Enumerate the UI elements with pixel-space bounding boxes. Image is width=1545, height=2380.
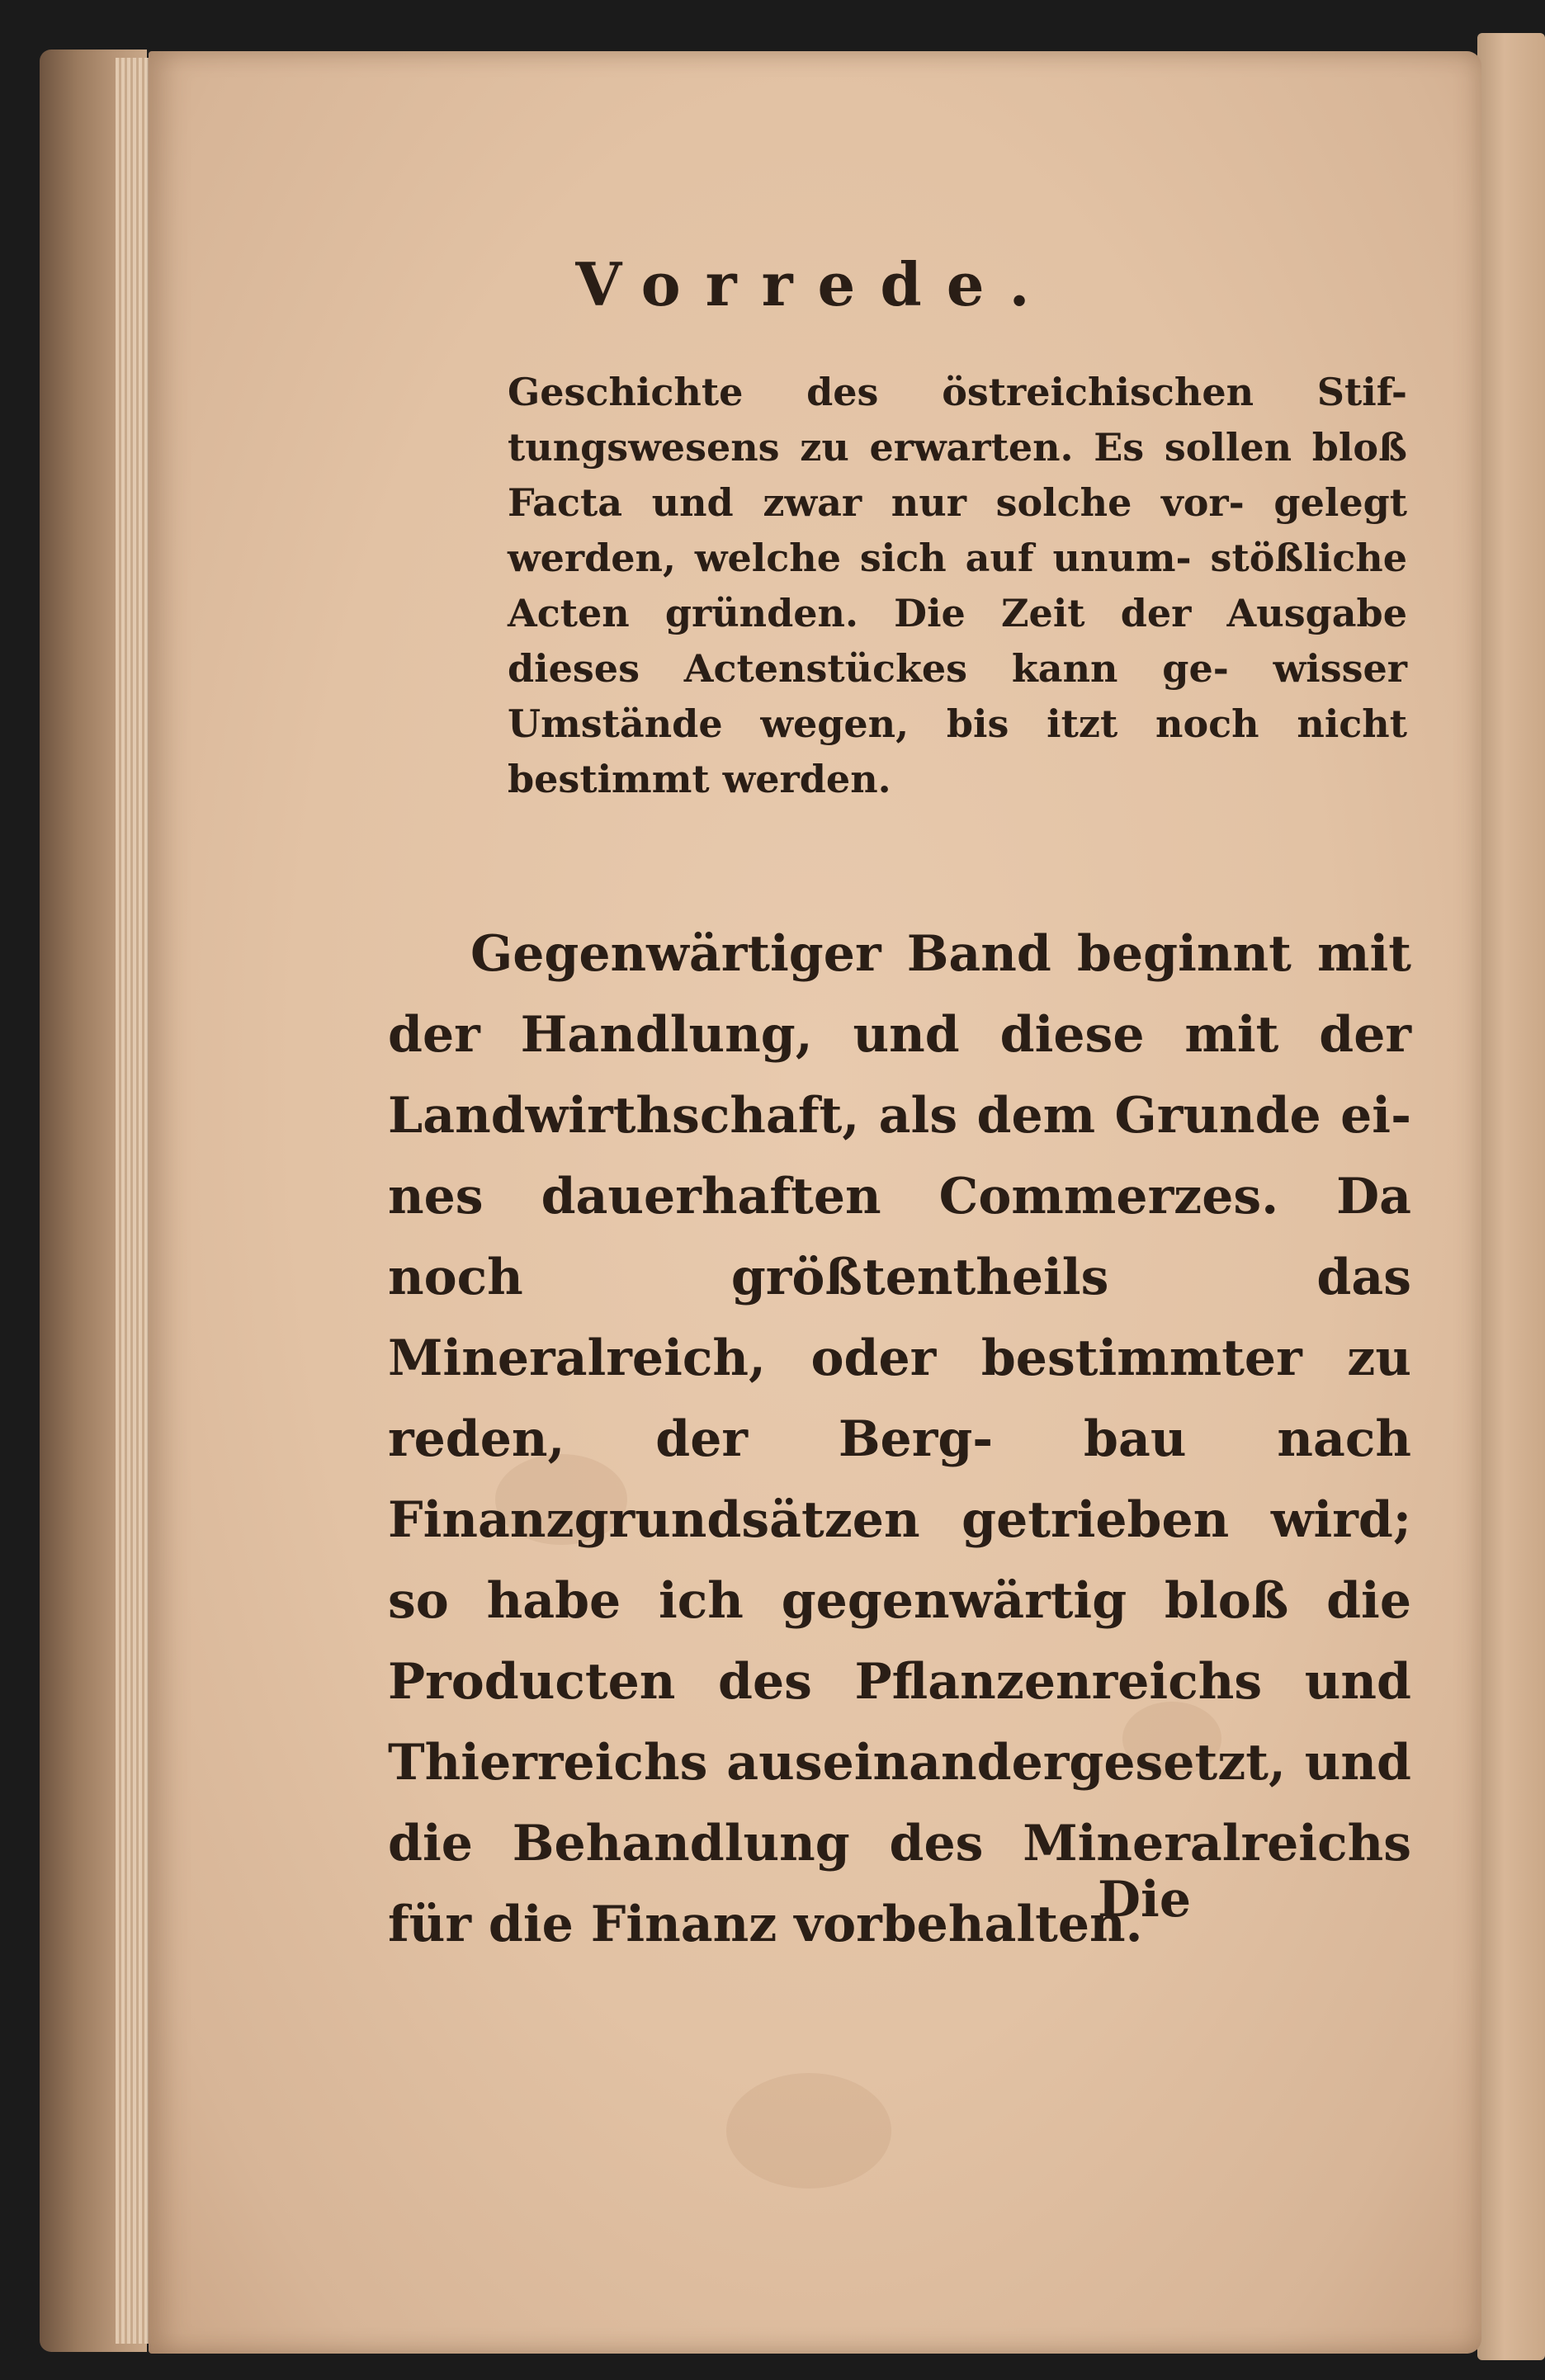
- adjacent-page-edge: [1477, 33, 1545, 2360]
- book-page: [149, 51, 1481, 2354]
- note-paragraph: Geschichte des östreichischen Stif- tungswesens zu erwarten. Es sollen bloß Facta und zwar nur solche vor- gelegt werden, welche sich auf unum- stößliche Acten gründen. Die Zeit der Ausgabe dieses Actenstückes kann ge- wisser Umstände wegen, bis itzt noch nicht bestimmt werden.: [508, 370, 1407, 801]
- main-paragraph: Gegenwärtiger Band beginnt mit der Handlung, und diese mit der Landwirthschaft, als dem Grunde ei- nes dauerhaften Commerzes. Da noch größtentheils das Mineralreich, oder bestimmter zu reden, der Berg- bau nach Finanzgrundsätzen getrieben wird; so habe ich gegenwärtig bloß die Producten des Pflanzenreichs und Thierreichs auseinandergesetzt, und die Behandlung des Mineralreichs für die Finanz vorbehalten.: [388, 925, 1411, 1953]
- catchword: Die: [1098, 1871, 1191, 1929]
- running-head: Vorrede.: [575, 249, 1055, 319]
- page-text: [149, 51, 1481, 2354]
